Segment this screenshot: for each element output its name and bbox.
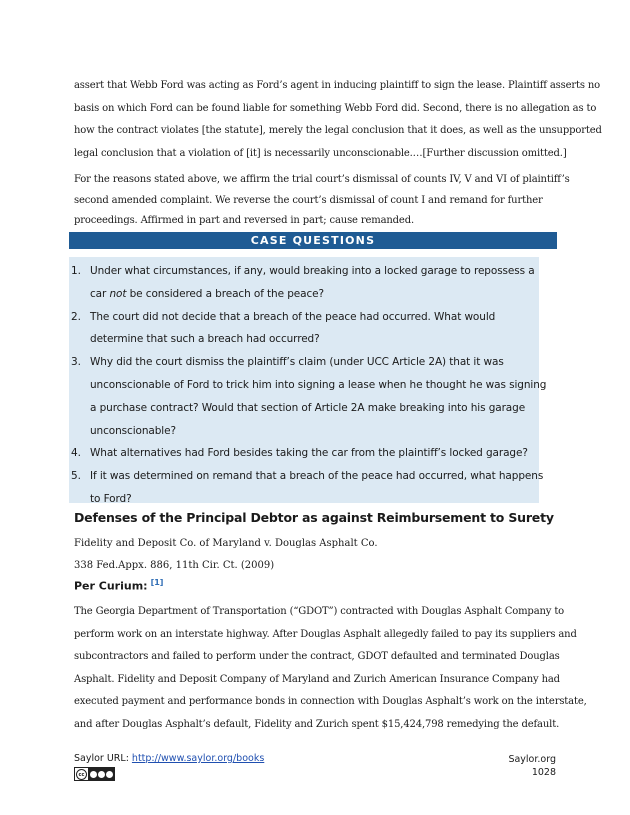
question-number: 3. [71,356,82,369]
paragraph-line: second amended complaint. We reverse the court’s dismissal of count I and remand for further [74,194,543,206]
question-line: unconscionable? [90,424,176,437]
footer-page-info [508,753,556,779]
case-citation: 338 Fed.Appx. 886, 11th Cir. Ct. (2009) [74,560,275,571]
paragraph-line: perform work on an interstate highway. After Douglas Asphalt allegedly failed to pay its suppliers and [74,628,577,640]
holding-paragraph [74,170,570,232]
license-strip-icon [88,768,114,780]
list-item [69,442,539,465]
footer-url: Saylor URL: http://www.saylor.org/books [74,753,265,764]
paragraph-line: executed payment and performance bonds in connection with Douglas Asphalt’s work on the interstate, [74,696,587,707]
footnote-link[interactable]: [1] [150,578,164,587]
question-line: The court did not decide that a breach of the peace had occurred. What would [90,310,496,323]
list-item [69,351,547,442]
page-number: 1028 [531,767,556,778]
question-line: to Ford? [90,492,132,505]
paragraph-line: how the contract violates [the statute], merely the legal conclusion that it does, as well as the unsupported [74,125,602,136]
cc-logo-text: cc [76,769,87,780]
question-line: a purchase contract? Would that section of Article 2A make breaking into his garage [90,401,526,414]
question-line: If it was determined on remand that a breach of the peace had occurred, what happens [90,470,544,483]
question-number: 2. [71,310,82,323]
case-questions-header: CASE QUESTIONS [69,232,557,249]
question-line: What alternatives had Ford besides taking the car from the plaintiff’s locked garage? [90,447,528,460]
case-name: Fidelity and Deposit Co. of Maryland v. Douglas Asphalt Co. [74,538,378,549]
opinion-paragraph [74,75,602,165]
paragraph-line: Asphalt. Fidelity and Deposit Company of Maryland and Zurich American Insurance Company had [74,673,560,685]
question-number: 5. [71,470,82,483]
question-line: car not be considered a breach of the peace? [90,287,324,300]
site-name: Saylor.org [508,754,556,765]
emphasis-text: not [109,287,127,300]
section-heading: Defenses of the Principal Debtor as against Reimbursement to Surety [74,510,554,525]
question-line: determine that such a breach had occurred? [90,333,320,346]
case-paragraph [74,601,587,736]
paragraph-line: and after Douglas Asphalt’s default, Fidelity and Zurich spent $15,424,798 remedying the default. [74,718,560,730]
case-questions-list [69,260,547,511]
paragraph-line: basis on which Ford can be found liable for something Webb Ford did. Second, there is no allegation as to [74,102,597,114]
question-number: 1. [71,265,82,277]
paragraph-line: For the reasons stated above, we affirm the trial court’s dismissal of counts IV, V and VI of plaintiff’s [74,174,570,185]
list-item [69,260,539,306]
paragraph-line: proceedings. Affirmed in part and reversed in part; cause remanded. [74,215,414,226]
creative-commons-icon [74,767,115,781]
per-curiam-label: Per Curium: [1] [74,578,164,593]
question-line: unconscionable of Ford to trick him into signing a lease when he thought he was signing [90,378,547,391]
paragraph-line: The Georgia Department of Transportation (“GDOT”) contracted with Douglas Asphalt Company to [74,606,565,617]
saylor-books-link[interactable]: http://www.saylor.org/books [131,753,265,764]
paragraph-line: legal conclusion that a violation of [it] is necessarily unconscionable.…[Further discussion omitted.] [74,147,567,159]
question-number: 4. [71,447,82,460]
list-item [69,465,544,511]
question-line: Why did the court dismiss the plaintiff’s claim (under UCC Article 2A) that it was [90,356,504,369]
question-line: Under what circumstances, if any, would breaking into a locked garage to repossess a [90,265,535,277]
list-item [69,306,539,352]
paragraph-line: assert that Webb Ford was acting as Ford’s agent in inducing plaintiff to sign the lease. Plaintiff asserts no [74,80,601,91]
paragraph-line: subcontractors and failed to perform under the contract, GDOT defaulted and terminated Douglas [74,651,560,662]
